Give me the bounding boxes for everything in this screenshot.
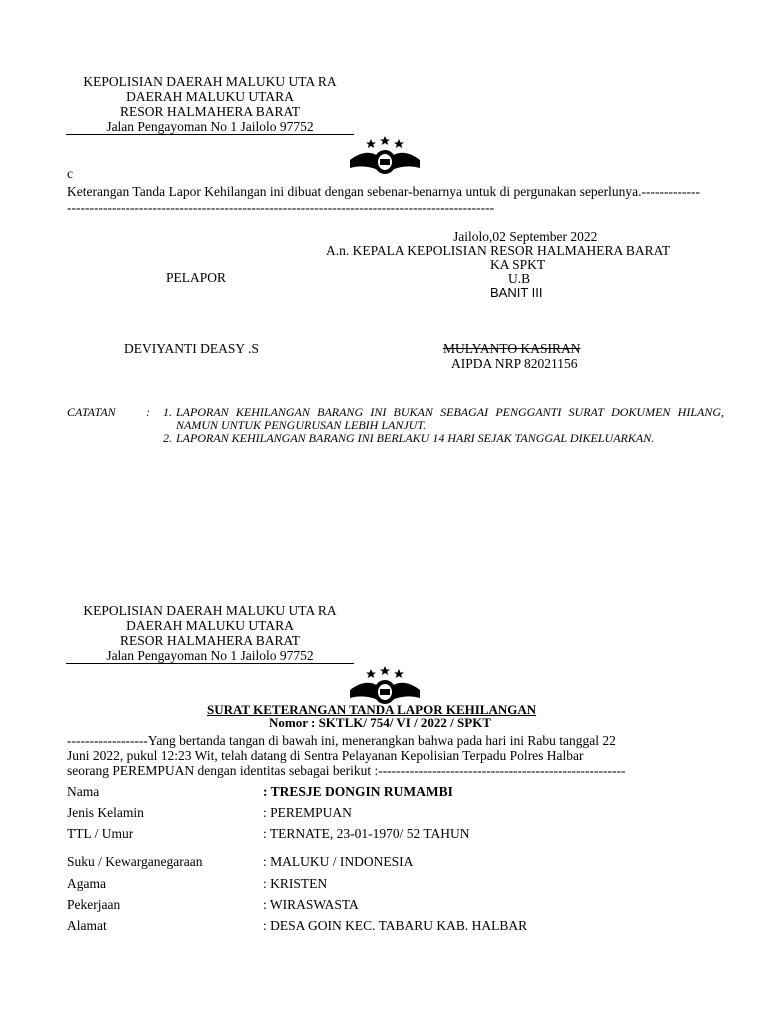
letterhead-top: [60, 74, 360, 135]
catatan-item-1: [163, 406, 724, 432]
document-title: SURAT KETERANGAN TANDA LAPOR KEHILANGAN: [207, 702, 537, 717]
field-gender-value: : PEREMPUAN: [263, 805, 352, 820]
field-job-value: : WIRASWASTA: [263, 897, 359, 912]
place-date: Jailolo,02 September 2022: [453, 229, 598, 244]
on-behalf-title: A.n. KEPALA KEPOLISIAN RESOR HALMAHERA BARAT: [326, 243, 671, 258]
letterhead-line2: DAERAH MALUKU UTARA: [126, 89, 294, 104]
field-name-value: : TRESJE DONGIN RUMAMBI: [263, 784, 453, 799]
field-religion-label: Agama: [67, 876, 106, 891]
intro-line-2: Juni 2022, pukul 12:23 Wit, telah datang di Sentra Pelayanan Kepolisian Terpadu Polres Halbar: [67, 748, 584, 763]
catatan-label: CATATAN: [67, 405, 116, 419]
field-birth-value: : TERNATE, 23-01-1970/ 52 TAHUN: [263, 826, 470, 841]
officer-name: MULYANTO KASIRAN: [443, 341, 581, 356]
field-ethnicity-value: : MALUKU / INDONESIA: [263, 854, 414, 869]
letterhead2-line1: KEPOLISIAN DAERAH MALUKU UTA RA: [83, 603, 337, 618]
pelapor-name: DEVIYANTI DEASY .S: [124, 341, 259, 356]
field-address-value: : DESA GOIN KEC. TABARU KAB. HALBAR: [263, 918, 528, 933]
catatan-item-1-text: LAPORAN KEHILANGAN BARANG INI BUKAN SEBAGAI PENGGANTI SURAT DOKUMEN HILANG, NAMUN UNTUK PENGURUSAN LEBIH LANJUT.: [176, 405, 724, 432]
letterhead-line3: RESOR HALMAHERA BARAT: [119, 104, 301, 119]
field-ethnicity-label: Suku / Kewarganegaraan: [67, 854, 203, 869]
pelapor-label: PELAPOR: [166, 270, 227, 285]
intro-line-1: ------------------Yang bertanda tangan di bawah ini, menerangkan bahwa pada hari ini Rabu tanggal 22: [67, 733, 616, 748]
letterhead-address: Jalan Pengayoman No 1 Jailolo 97752: [66, 119, 354, 135]
field-name-label: Nama: [67, 784, 100, 799]
statement-paragraph: Keterangan Tanda Lapor Kehilangan ini dibuat dengan sebenar-benarnya untuk di pergunakan seperlunya.------------------------------------------------------------------------------------------------------------: [67, 184, 700, 215]
intro-line-3: seorang PEREMPUAN dengan identitas sebagai berikut :-------------------------------------------------------: [67, 763, 626, 778]
letterhead-bottom: [60, 603, 360, 664]
document-number: Nomor : SKTLK/ 754/ VI / 2022 / SPKT: [269, 715, 491, 730]
field-address-label: Alamat: [67, 918, 107, 933]
field-gender-label: Jenis Kelamin: [67, 805, 144, 820]
catatan-colon: :: [146, 405, 150, 419]
ka-spkt: KA SPKT: [490, 257, 546, 272]
catatan-item-2-num: 2.: [163, 431, 172, 445]
police-emblem-icon: [346, 134, 424, 178]
catatan-item-2-text: LAPORAN KEHILANGAN BARANG INI BERLAKU 14 HARI SEJAK TANGGAL DIKELUARKAN.: [176, 431, 655, 445]
letterhead2-address: Jalan Pengayoman No 1 Jailolo 97752: [66, 648, 354, 664]
letterhead2-line2: DAERAH MALUKU UTARA: [126, 618, 294, 633]
catatan-item-1-num: 1.: [163, 405, 172, 419]
catatan-item-2: [163, 432, 724, 445]
field-job-label: Pekerjaan: [67, 897, 121, 912]
officer-rank: AIPDA NRP 82021156: [451, 356, 578, 371]
banit-label: BANIT III: [490, 285, 543, 300]
letterhead2-line3: RESOR HALMAHERA BARAT: [119, 633, 301, 648]
field-religion-value: : KRISTEN: [263, 876, 328, 891]
stray-char: c: [67, 166, 73, 181]
field-birth-label: TTL / Umur: [67, 826, 134, 841]
letterhead-line1: KEPOLISIAN DAERAH MALUKU UTA RA: [83, 74, 337, 89]
ub-label: U.B: [508, 271, 531, 286]
